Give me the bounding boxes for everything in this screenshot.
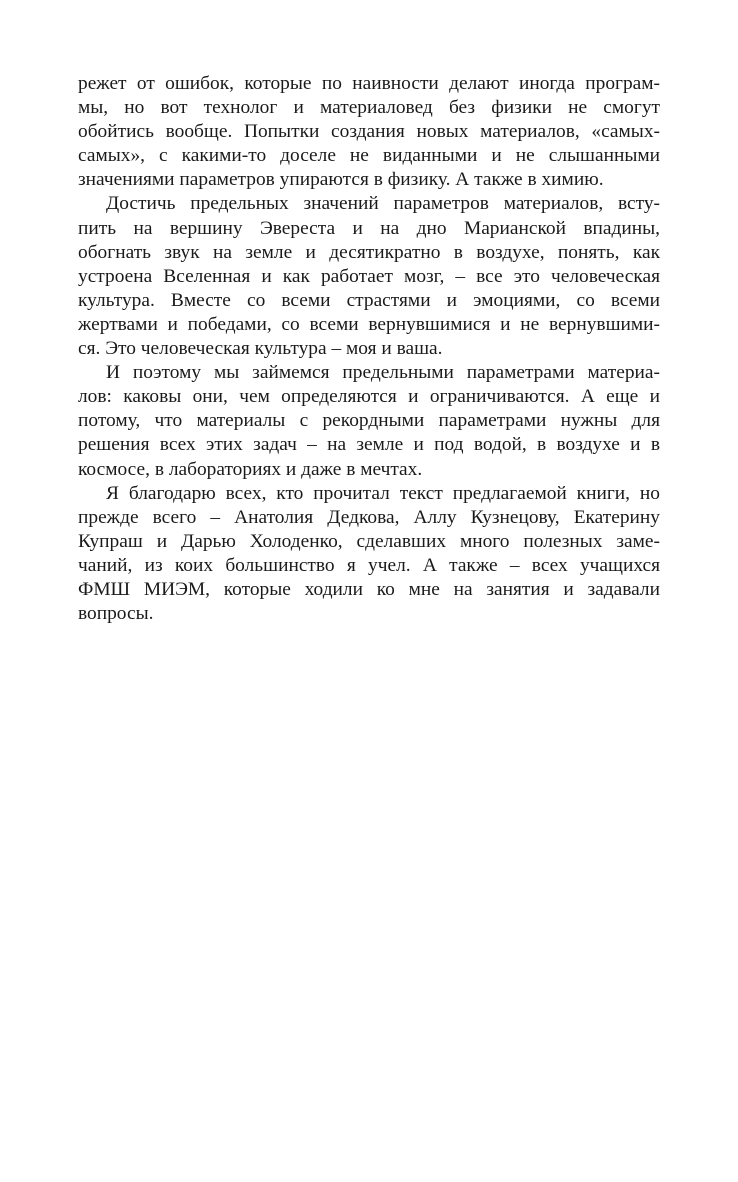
text-line: мы, но вот технолог и материаловед без физики не смогут: [78, 97, 660, 119]
text-line: обойтись вообще. Попытки создания новых материалов, «самых-: [78, 121, 660, 143]
text-line: режет от ошибок, которые по наивности делают иногда програм-: [78, 73, 660, 94]
text-line: лов: каковы они, чем определяются и ограничиваются. А еще и: [78, 386, 660, 408]
text-line: ся. Это человеческая культура – моя и ваша.: [78, 338, 443, 360]
text-line: ФМШ МИЭМ, которые ходили ко мне на занятия и задавали: [78, 578, 660, 600]
text-line: Достичь предельных значений параметров материалов, всту-: [106, 193, 660, 215]
page-body: [78, 72, 660, 626]
text-line: прежде всего – Анатолия Дедкова, Аллу Кузнецову, Екатерину: [78, 506, 660, 528]
text-line: решения всех этих задач – на земле и под водой, в воздухе и в: [78, 434, 660, 456]
text-line: культура. Вместе со всеми страстями и эмоциями, со всеми: [78, 289, 660, 311]
text-line: чаний, из коих большинство я учел. А также – всех учащихся: [78, 554, 660, 576]
text-line: И поэтому мы займемся предельными параметрами материа-: [106, 362, 660, 384]
text-line: жертвами и победами, со всеми вернувшимися и не вернувшими-: [78, 313, 660, 335]
text-line: устроена Вселенная и как работает мозг, – все это человеческая: [78, 265, 660, 287]
text-line: вопросы.: [78, 603, 154, 625]
text-line: Я благодарю всех, кто прочитал текст предлагаемой книги, но: [106, 482, 660, 504]
paragraph: [78, 361, 660, 481]
text-line: значениями параметров упираются в физику. А также в химию.: [78, 169, 604, 191]
paragraph: [78, 482, 660, 627]
text-line: пить на вершину Эвереста и на дно Марианской впадины,: [78, 217, 660, 239]
text-line: Купраш и Дарью Холоденко, сделавших много полезных заме-: [78, 530, 660, 552]
text-line: потому, что материалы с рекордными параметрами нужны для: [78, 410, 660, 432]
text-line: самых», с какими-то доселе не виданными и не слышанными: [78, 145, 660, 167]
paragraph: [78, 72, 660, 192]
paragraph: [78, 192, 660, 361]
text-line: космосе, в лабораториях и даже в мечтах.: [78, 458, 423, 480]
text-line: обогнать звук на земле и десятикратно в воздухе, понять, как: [78, 241, 660, 263]
